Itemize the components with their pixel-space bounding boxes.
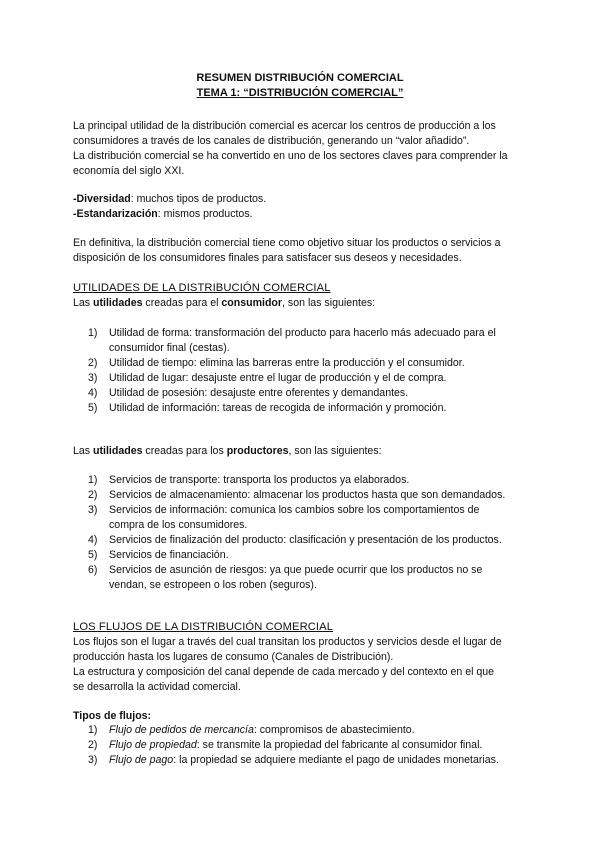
definitions-block bbox=[73, 192, 543, 222]
conclusion-paragraph bbox=[73, 236, 543, 266]
flujos-line: La estructura y composición del canal depende de cada mercado y del contexto en el que bbox=[73, 666, 495, 678]
tipos-flujos-list bbox=[88, 723, 548, 768]
intro-line: economía del siglo XXI. bbox=[73, 165, 185, 177]
estandarizacion-line: -Estandarización: mismos productos. bbox=[73, 208, 253, 220]
list-item: 3) Servicios de información: comunica los cambios sobre los comportamientos de compra de los consumidores. bbox=[88, 504, 480, 531]
intro-line: La distribución comercial se ha convertido en uno de los sectores claves para comprender la bbox=[73, 150, 508, 162]
flujos-line: se desarrolla la actividad comercial. bbox=[73, 681, 241, 693]
producer-intro: Las utilidades creadas para los productores, son las siguientes: bbox=[73, 445, 382, 457]
document-title: RESUMEN DISTRIBUCIÓN COMERCIAL bbox=[196, 72, 404, 84]
list-item: 6) Servicios de asunción de riesgos: ya que puede ocurrir que los productos no se vendan, se estropeen o los roben (seguros). bbox=[88, 564, 483, 591]
list-item: 1) Flujo de pedidos de mercancía: compromisos de abastecimiento. bbox=[88, 724, 415, 736]
document-subtitle: TEMA 1: “DISTRIBUCIÓN COMERCIAL” bbox=[196, 87, 404, 99]
consumer-utilities-list bbox=[88, 326, 548, 416]
list-item: 1) Utilidad de forma: transformación del producto para hacerlo más adecuado para el consumidor final (cestas). bbox=[88, 327, 496, 354]
list-item: 2) Servicios de almacenamiento: almacenar los productos hasta que son demandados. bbox=[88, 489, 506, 501]
list-item: 5) Utilidad de información: tareas de recogida de información y promoción. bbox=[88, 402, 447, 414]
consumer-intro: Las utilidades creadas para el consumidor, son las siguientes: bbox=[73, 297, 376, 309]
flujos-line: producción hasta los lugares de consumo (Canales de Distribución). bbox=[73, 651, 394, 663]
intro-line: La principal utilidad de la distribución comercial es acercar los centros de producción a los bbox=[73, 120, 496, 132]
flujos-line: Los flujos son el lugar a través del cual transitan los productos y servicios desde el lugar de bbox=[73, 636, 502, 648]
list-item: 3) Utilidad de lugar: desajuste entre el lugar de producción y el de compra. bbox=[88, 372, 447, 384]
list-item: 4) Servicios de finalización del producto: clasificación y presentación de los productos. bbox=[88, 534, 502, 546]
intro-paragraph bbox=[73, 119, 543, 179]
conclusion-line: En definitiva, la distribución comercial tiene como objetivo situar los productos o servicios a bbox=[73, 237, 501, 249]
list-item: 3) Flujo de pago: la propiedad se adquiere mediante el pago de unidades monetarias. bbox=[88, 754, 499, 766]
tipos-flujos-label: Tipos de flujos: bbox=[73, 710, 152, 722]
flujos-paragraph bbox=[73, 635, 543, 695]
list-item: 2) Utilidad de tiempo: elimina las barreras entre la producción y el consumidor. bbox=[88, 357, 465, 369]
diversidad-line: -Diversidad: muchos tipos de productos. bbox=[73, 193, 267, 205]
list-item: 4) Utilidad de posesión: desajuste entre oferentes y demandantes. bbox=[88, 387, 409, 399]
section-heading-flujos: LOS FLUJOS DE LA DISTRIBUCIÓN COMERCIAL bbox=[73, 621, 334, 633]
list-item: 5) Servicios de financiación. bbox=[88, 549, 229, 561]
section-heading-utilidades: UTILIDADES DE LA DISTRIBUCIÓN COMERCIAL bbox=[73, 282, 331, 294]
intro-line: consumidores a través de los canales de distribución, generando un “valor añadido”. bbox=[73, 135, 470, 147]
conclusion-line: disposición de los consumidores finales para satisfacer sus deseos y necesidades. bbox=[73, 252, 462, 264]
list-item: 1) Servicios de transporte: transporta los productos ya elaborados. bbox=[88, 474, 410, 486]
list-item: 2) Flujo de propiedad: se transmite la propiedad del fabricante al consumidor final. bbox=[88, 739, 483, 751]
producer-utilities-list bbox=[88, 473, 548, 593]
